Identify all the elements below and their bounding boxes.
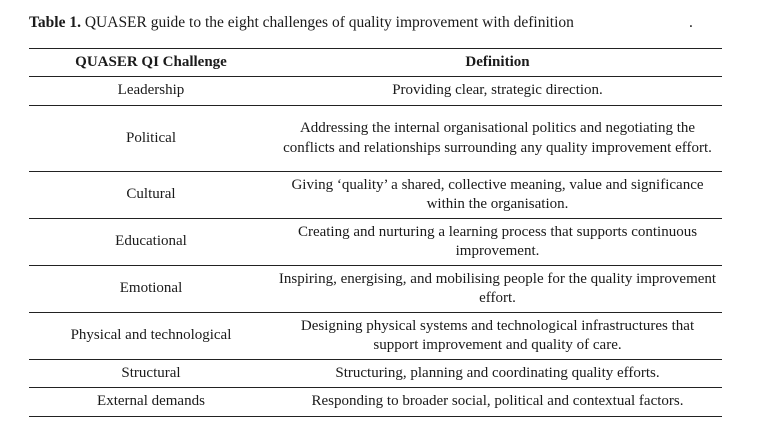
caption-trailing-mark: .: [689, 14, 693, 31]
definition-cell: Addressing the internal organisational politics and negotiating the conflicts and relationships surrounding any quality improvement effort.: [273, 106, 722, 172]
definition-cell: Designing physical systems and technological infrastructures that support improvement and quality of care.: [273, 313, 722, 360]
challenge-cell: Structural: [29, 360, 273, 388]
challenge-cell: Leadership: [29, 77, 273, 106]
table-caption: [29, 14, 729, 32]
table-row: [29, 172, 722, 219]
table-row: [29, 77, 722, 106]
challenge-cell: Physical and technological: [29, 313, 273, 360]
definition-cell: Responding to broader social, political and contextual factors.: [273, 388, 722, 417]
definition-cell: Creating and nurturing a learning process that supports continuous improvement.: [273, 219, 722, 266]
challenge-cell: Educational: [29, 219, 273, 266]
challenges-table: [29, 48, 722, 417]
caption-text: QUASER guide to the eight challenges of quality improvement with definition: [84, 14, 574, 31]
table-row: [29, 360, 722, 388]
challenge-cell: Political: [29, 106, 273, 172]
table-row: [29, 219, 722, 266]
definition-cell: Structuring, planning and coordinating quality efforts.: [273, 360, 722, 388]
challenge-cell: External demands: [29, 388, 273, 417]
definition-cell: Providing clear, strategic direction.: [273, 77, 722, 106]
definition-cell: Inspiring, energising, and mobilising people for the quality improvement effort.: [273, 266, 722, 313]
header-definition: Definition: [273, 49, 722, 77]
header-challenge: QUASER QI Challenge: [29, 49, 273, 77]
table-row: [29, 266, 722, 313]
challenge-cell: Emotional: [29, 266, 273, 313]
table-row: [29, 106, 722, 172]
table-row: [29, 313, 722, 360]
table-row: [29, 388, 722, 417]
table-header-row: [29, 49, 722, 77]
caption-label: Table 1.: [29, 14, 81, 31]
challenge-cell: Cultural: [29, 172, 273, 219]
definition-cell: Giving ‘quality’ a shared, collective meaning, value and significance within the organisation.: [273, 172, 722, 219]
